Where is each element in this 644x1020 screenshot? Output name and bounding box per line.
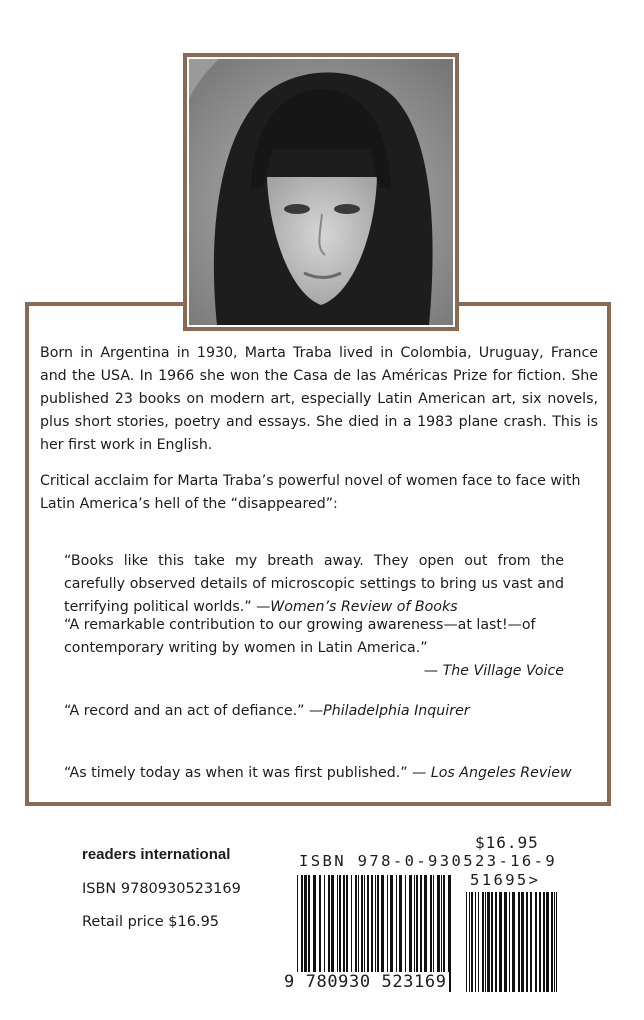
barcode-digits: 9 780930 523169	[284, 972, 447, 992]
barcode-addon-bars	[466, 892, 557, 992]
barcode-bar	[556, 892, 557, 992]
barcode-bar	[475, 892, 476, 992]
barcode-bar	[478, 892, 479, 992]
barcode-bar	[551, 892, 553, 992]
critical-acclaim-intro: Critical acclaim for Marta Traba’s powerful novel of women face to face with Latin America’s hell of the “disappeared”:	[40, 473, 581, 512]
quote-source: —Women’s Review of Books	[256, 599, 458, 615]
barcode-bar	[554, 892, 555, 992]
barcode-bar	[466, 892, 467, 992]
barcode-bar	[495, 892, 497, 992]
barcode-bar	[546, 892, 549, 992]
barcode-bar	[504, 892, 507, 992]
barcode-bar	[512, 892, 515, 992]
quote-text: “Books like this take my breath away. They open out from the carefully observed details of microscopic settings to bring us vast and terrifying political worlds.”	[64, 553, 564, 615]
barcode-bar	[499, 892, 502, 992]
author-bio: Born in Argentina in 1930, Marta Traba lived in Colombia, Uruguay, France and the USA. In 1966 she won the Casa de las Américas Prize for fiction. She published 23 books on modern art, especially Latin American art, six novels, plus short stories, poetry and essays. She died in a 1983 plane crash. This is her first work in English.	[40, 345, 598, 453]
barcode-bar	[535, 892, 537, 992]
barcode-bar	[521, 892, 524, 992]
quote-source: —Philadelphia Inquirer	[308, 703, 470, 719]
barcode-isbn: ISBN 978-0-930523-16-9	[299, 852, 558, 870]
quote-source: — The Village Voice	[423, 663, 564, 679]
barcode-bar	[482, 892, 484, 992]
quote-source: — Los Angeles Review	[412, 765, 572, 781]
barcode-bar	[530, 892, 532, 992]
barcode-bar	[469, 892, 470, 992]
isbn-text: ISBN 9780930523169	[82, 881, 241, 897]
barcode-addon-code: 51695>	[470, 871, 541, 889]
barcode-bar	[509, 892, 510, 992]
quote-text: “As timely today as when it was first published.”	[64, 765, 408, 781]
quote-text: “A remarkable contribution to our growing awareness—at last!—of contemporary writing by women in Latin America.”	[64, 617, 536, 656]
quote-text: “A record and an act of defiance.”	[64, 703, 305, 719]
barcode-bar	[526, 892, 528, 992]
barcode-bar	[491, 892, 493, 992]
barcode-bar	[471, 892, 473, 992]
retail-price: Retail price $16.95	[82, 914, 220, 930]
publisher-name: readers international	[82, 846, 231, 863]
barcode-bar	[543, 892, 545, 992]
barcode-bar	[485, 892, 486, 992]
barcode-price: $16.95	[475, 833, 539, 852]
barcode-bar	[518, 892, 520, 992]
barcode-bar	[487, 892, 490, 992]
barcode-bar	[539, 892, 541, 992]
